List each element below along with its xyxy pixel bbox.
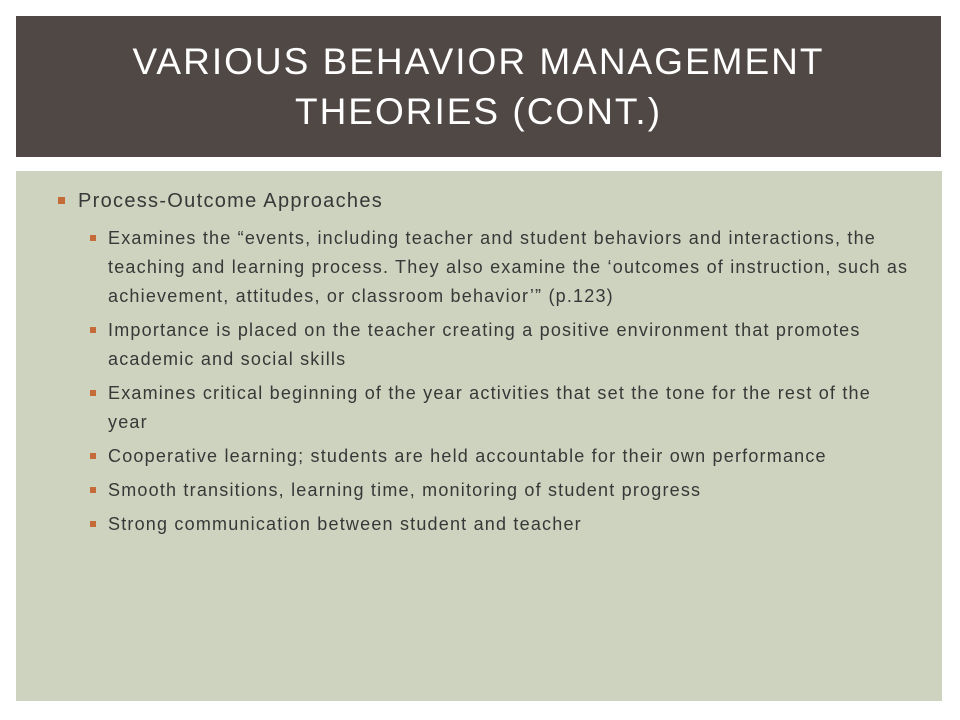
list-item-text: Smooth transitions, learning time, monitoring of student progress: [108, 480, 702, 500]
square-bullet-icon: [58, 197, 65, 204]
section-heading-row: [58, 187, 912, 216]
list-item-text: Cooperative learning; students are held accountable for their own performance: [108, 446, 827, 466]
list-item-text: Strong communication between student and teacher: [108, 514, 582, 534]
slide-title: VARIOUS BEHAVIOR MANAGEMENT THEORIES (CONT.): [132, 40, 825, 132]
square-bullet-icon: [90, 521, 96, 527]
list-item-text: Examines critical beginning of the year activities that set the tone for the rest of the year: [108, 383, 871, 432]
list-item-text: Importance is placed on the teacher creating a positive environment that promotes academic and social skills: [108, 320, 861, 369]
list-item-text: Examines the “events, including teacher and student behaviors and interactions, the teaching and learning process. They also examine the ‘outcomes of instruction, such as achievement, attitudes, or classroom behavior’” (p.123): [108, 228, 909, 306]
square-bullet-icon: [90, 327, 96, 333]
list-item: [90, 476, 912, 505]
square-bullet-icon: [90, 235, 96, 241]
square-bullet-icon: [90, 487, 96, 493]
title-band: [16, 16, 941, 157]
list-item: [90, 224, 912, 311]
list-item: [90, 316, 912, 374]
list-item: [90, 510, 912, 539]
list-item: [90, 442, 912, 471]
square-bullet-icon: [90, 390, 96, 396]
bullet-list: [58, 224, 912, 539]
square-bullet-icon: [90, 453, 96, 459]
section-heading: Process-Outcome Approaches: [78, 190, 384, 212]
list-item: [90, 379, 912, 437]
content-panel: [16, 171, 942, 701]
